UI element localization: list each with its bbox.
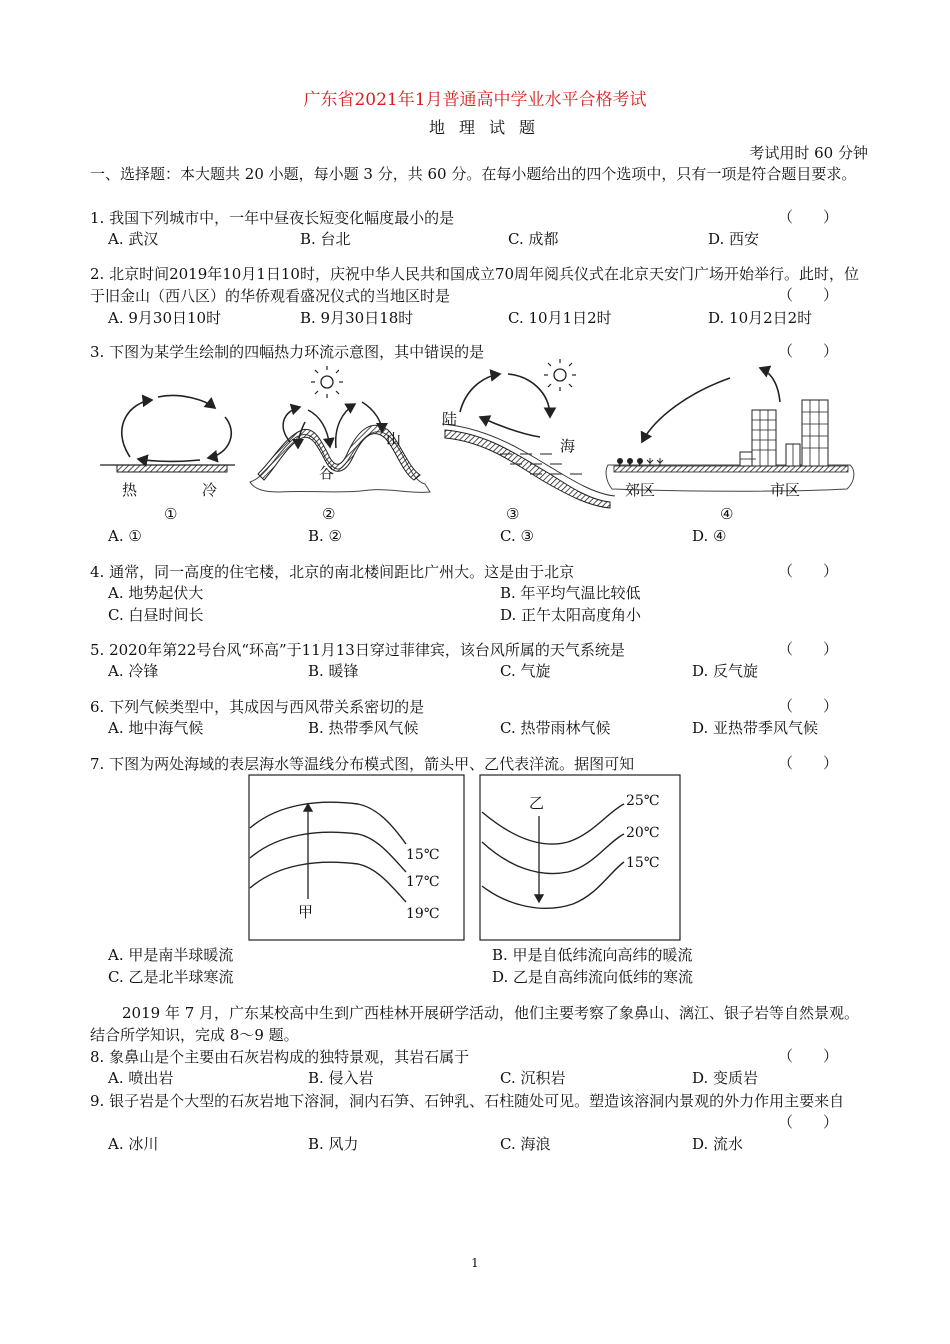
question-3-stem: 3. 下图为某学生绘制的四幅热力环流示意图，其中错误的是 bbox=[90, 343, 485, 361]
answer-bracket: （ ） bbox=[777, 208, 838, 226]
q1-option-b: B. 台北 bbox=[300, 230, 351, 248]
right-isotherm-label-15: 15℃ bbox=[626, 855, 660, 871]
q6-option-a: A. 地中海气候 bbox=[108, 719, 204, 737]
diagram-number-4: ④ bbox=[720, 505, 734, 523]
answer-bracket: （ ） bbox=[777, 342, 838, 360]
question-5-stem: 5. 2020年第22号台风“环高”于11月13日穿过菲律宾，该台风所属的天气系统是 bbox=[90, 641, 625, 659]
arrow-label-yi: 乙 bbox=[529, 794, 545, 812]
question-8-stem: 8. 象鼻山是个主要由石灰岩构成的独特景观，其岩石属于 bbox=[90, 1048, 470, 1066]
q2-option-d: D. 10月2日2时 bbox=[708, 309, 813, 327]
question-7-stem: 7. 下图为两处海域的表层海水等温线分布模式图，箭头甲、乙代表洋流。据图可知 bbox=[90, 755, 635, 773]
q9-option-a: A. 冰川 bbox=[108, 1135, 159, 1153]
thermal-circulation-figure bbox=[90, 362, 870, 527]
q5-option-a: A. 冷锋 bbox=[108, 662, 159, 680]
q9-option-b: B. 风力 bbox=[308, 1135, 359, 1153]
q5-option-c: C. 气旋 bbox=[500, 662, 551, 680]
q5-option-b: B. 暖锋 bbox=[308, 662, 359, 680]
q7-option-b: B. 甲是自低纬流向高纬的暖流 bbox=[492, 946, 693, 964]
section-intro: 一、选择题：本大题共 20 小题，每小题 3 分，共 60 分。在每小题给出的四个选项中，只有一项是符合题目要求。 bbox=[90, 165, 857, 183]
right-isotherm-label-20: 20℃ bbox=[626, 825, 660, 841]
answer-bracket: （ ） bbox=[777, 562, 838, 580]
q9-option-d: D. 流水 bbox=[692, 1135, 744, 1153]
left-isotherm-label-17: 17℃ bbox=[406, 874, 440, 890]
q1-option-d: D. 西安 bbox=[708, 230, 760, 248]
isotherm-figure bbox=[248, 774, 682, 942]
answer-bracket: （ ） bbox=[777, 1047, 838, 1065]
diagram-number-1: ① bbox=[164, 505, 178, 523]
label-land: 陆 bbox=[442, 410, 458, 428]
q1-option-c: C. 成都 bbox=[508, 230, 559, 248]
isotherm-map-left bbox=[249, 775, 464, 940]
answer-bracket: （ ） bbox=[777, 286, 838, 304]
diagram-4-urban-heat-island bbox=[606, 368, 854, 523]
left-isotherm-label-19: 19℃ bbox=[406, 906, 440, 922]
label-valley: 谷 bbox=[319, 464, 335, 482]
q3-option-c: C. ③ bbox=[500, 527, 534, 545]
q4-option-d: D. 正午太阳高度角小 bbox=[500, 606, 642, 624]
q8-option-d: D. 变质岩 bbox=[692, 1069, 759, 1087]
diagram-number-2: ② bbox=[322, 505, 336, 523]
answer-bracket: （ ） bbox=[777, 1113, 838, 1131]
exam-time-note: 考试用时 60 分钟 bbox=[749, 144, 868, 162]
q7-option-c: C. 乙是北半球寒流 bbox=[108, 968, 234, 986]
label-city: 市区 bbox=[770, 481, 801, 499]
page-title: 广东省2021年1月普通高中学业水平合格考试 bbox=[303, 90, 647, 110]
arrow-label-jia: 甲 bbox=[298, 903, 314, 921]
subject-title: 地理试题 bbox=[428, 118, 549, 137]
diagram-2-valley bbox=[250, 366, 430, 523]
label-mountain: 山 bbox=[386, 430, 402, 448]
q6-option-b: B. 热带季风气候 bbox=[308, 719, 419, 737]
page-number: 1 bbox=[471, 1256, 479, 1270]
left-isotherm-label-15: 15℃ bbox=[406, 847, 440, 863]
q7-option-a: A. 甲是南半球暖流 bbox=[108, 946, 234, 964]
q6-option-c: C. 热带雨林气候 bbox=[500, 719, 611, 737]
label-hot: 热 bbox=[122, 481, 138, 499]
q8-option-c: C. 沉积岩 bbox=[500, 1069, 566, 1087]
q9-option-c: C. 海浪 bbox=[500, 1135, 551, 1153]
diagram-number-3: ③ bbox=[506, 505, 520, 523]
q5-option-d: D. 反气旋 bbox=[692, 662, 759, 680]
label-cold: 冷 bbox=[202, 481, 218, 499]
question-6-stem: 6. 下列气候类型中，其成因与西风带关系密切的是 bbox=[90, 698, 425, 716]
q3-option-b: B. ② bbox=[308, 527, 343, 545]
question-9-stem: 9. 银子岩是个大型的石灰岩地下溶洞，洞内石笋、石钟乳、石柱随处可见。塑造该溶洞内景观的外力作用主要来自 bbox=[90, 1092, 845, 1110]
q7-option-d: D. 乙是自高纬流向低纬的寒流 bbox=[492, 968, 694, 986]
label-sea: 海 bbox=[560, 437, 576, 455]
answer-bracket: （ ） bbox=[777, 697, 838, 715]
answer-bracket: （ ） bbox=[777, 754, 838, 772]
question-2-stem: 2. 北京时间2019年10月1日10时，庆祝中华人民共和国成立70周年阅兵仪式在北京天安门广场开始举行。此时，位于旧金山（西八区）的华侨观看盛况仪式的当地区时是 bbox=[90, 265, 860, 305]
q4-option-c: C. 白昼时间长 bbox=[108, 606, 204, 624]
label-suburb: 郊区 bbox=[625, 481, 656, 499]
reading-passage: 2019 年 7 月，广东某校高中生到广西桂林开展研学活动，他们主要考察了象鼻山、漓江、银子岩等自然景观。结合所学知识，完成 8～9 题。 bbox=[90, 1004, 860, 1044]
answer-bracket: （ ） bbox=[777, 640, 838, 658]
q3-option-d: D. ④ bbox=[692, 527, 727, 545]
question-1-stem: 1. 我国下列城市中，一年中昼夜长短变化幅度最小的是 bbox=[90, 209, 455, 227]
q2-option-c: C. 10月1日2时 bbox=[508, 309, 612, 327]
right-isotherm-label-25: 25℃ bbox=[626, 793, 660, 809]
q1-option-a: A. 武汉 bbox=[108, 230, 159, 248]
diagram-1-hot-cold bbox=[100, 395, 235, 523]
q3-option-a: A. ① bbox=[108, 527, 142, 545]
q2-option-b: B. 9月30日18时 bbox=[300, 309, 414, 327]
isotherm-map-right bbox=[480, 775, 680, 940]
q4-option-a: A. 地势起伏大 bbox=[108, 584, 204, 602]
question-4-stem: 4. 通常，同一高度的住宅楼，北京的南北楼间距比广州大。这是由于北京 bbox=[90, 563, 575, 581]
q8-option-a: A. 喷出岩 bbox=[108, 1069, 174, 1087]
diagram-3-land-sea bbox=[442, 359, 615, 523]
q8-option-b: B. 侵入岩 bbox=[308, 1069, 374, 1087]
q6-option-d: D. 亚热带季风气候 bbox=[692, 719, 819, 737]
q2-option-a: A. 9月30日10时 bbox=[108, 309, 222, 327]
q4-option-b: B. 年平均气温比较低 bbox=[500, 584, 641, 602]
